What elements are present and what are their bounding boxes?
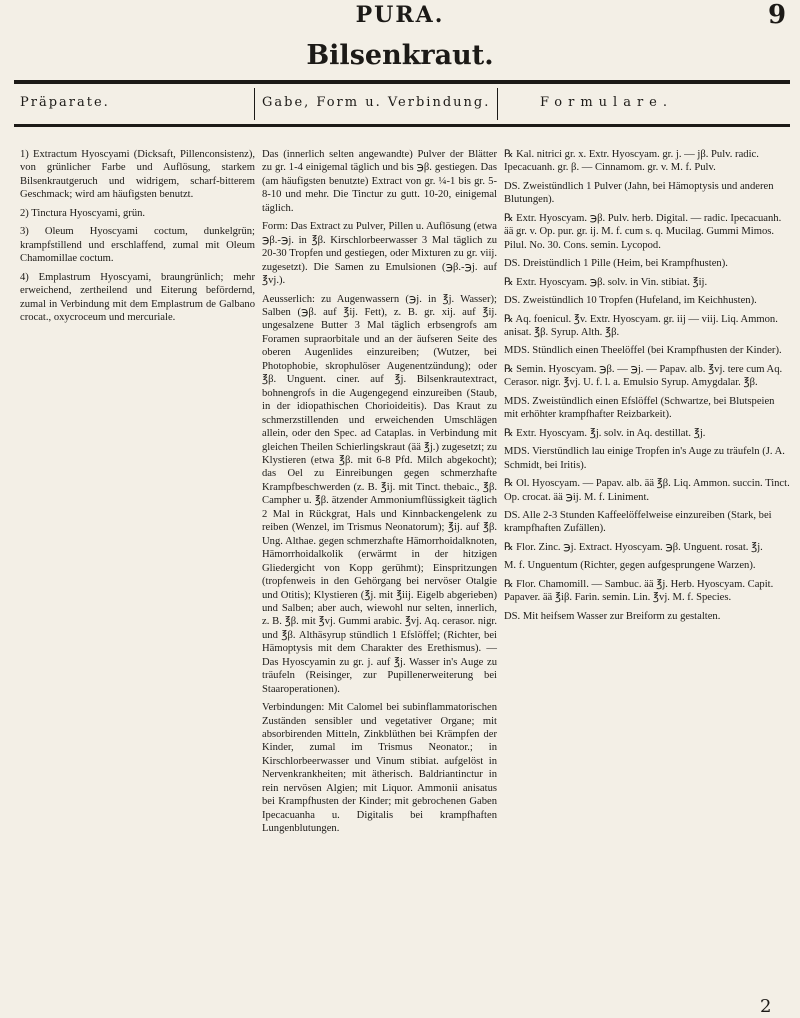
paragraph: M. f. Unguentum (Richter, gegen aufgesprungene Warzen). <box>504 560 756 572</box>
page-title: Bilsenkraut. <box>306 40 494 71</box>
paragraph: DS. Zweistündlich 10 Tropfen (Hufeland, im Keichhusten). <box>504 295 757 307</box>
running-head: PURA. <box>355 2 445 28</box>
column-head-formulare: Formulare. <box>540 95 673 110</box>
paragraph: MDS. Vierstündlich lau einige Tropfen in's Auge zu träufeln (J. A. Schmidt, bei Iritis). <box>504 446 785 471</box>
paragraph: ℞ Extr. Hyoscyam. ℈β. solv. in Vin. stibiat. ℥ij. <box>504 276 708 288</box>
paragraph: ℞ Ol. Hyoscyam. — Papav. alb. ää ℥β. Liq. Ammon. succin. Tinct. Op. crocat. ää ℈ij. M. f. Liniment. <box>504 478 790 503</box>
paragraph: 2) Tinctura Hyoscyami, grün. <box>20 207 146 219</box>
column-divider <box>254 88 255 120</box>
paragraph: ℞ Extr. Hyoscyam. ℈β. Pulv. herb. Digital. — radic. Ipecacuanh. ää gr. v. Op. pur. gr. ij. M. f. cum s. q. Mucilag. Gummi Mimos. Pilul. No. 30. Cons. semin. Lycopod. <box>504 212 782 251</box>
paragraph: Verbindungen: Mit Calomel bei subinflammatorischen Zuständen sensibler und vegetativer Organe; mit absorbirenden Mitteln, Zinkblüthen bei Krämpfen der Kinder, zumal im Trismus Neonator.; in Kirschlorbeerwasser und Vinum stibiat. aufgelöst in Nervenkrankheiten; mit ätherisch. Baldriantinctur in rein nervösen Algien; mit Liquor. Ammonii anisatus bei Krampfhusten der Kinder; mit gebrochenen Gaben Ipecacuanha u. Digitalis bei krampfhaften Lungenblutungen. <box>262 702 497 835</box>
paragraph: ℞ Aq. foenicul. ℥v. Extr. Hyoscyam. gr. iij — viij. Liq. Ammon. anisat. ℥β. Syrup. Alth. ℥β. <box>504 313 778 338</box>
signature-mark: 2 <box>760 996 772 1017</box>
paragraph: Aeusserlich: zu Augenwassern (℈j. in ℥j. Wasser); Salben (℈β. auf ℥ij. Fett), z. B. gr. xij. auf ℥ij. ungesalzene Butter 3 Mal täglich erbsengrofs am Foramen supraorbitale und an der äufseren Seite des oberen Augenlides einzureiben; (Wutzer, bei Photophobie, skrophulöser Augenentzündung); oder ℥β. Unguent. ciner. auf ℥j. Bilsenkrautextract, bohnengrofs in die Augengegend einzureiben (Staub, in der idiopathischen Chorioideitis). Das Kraut zu schmerzstillenden und erweichenden Umschlägen allein, oder den Spec. ad Cataplas. in Verbindung mit gleichen Theilen Schierlingskraut (ää ℥j.) zugesetzt; zu Klystieren (etwa ℥β. mit 6-8 Pfd. Milch abgekocht); das Oel zu Einreibungen gegen schmerzhafte Krampfbeschwerden (z. B. ℥ij. mit Tinct. thebaic., ℥β. Campher u. ℥β. ätzender Ammoniumflüssigkeit täglich 2 Mal in Rückgrat, Hals und Kinnbackengelenk zu reiben (Wenzel, im Trismus Neonatorum); ℥ij. auf ℥β. Ung. Althae. gegen schmerzhafte Hämorrhoidalknoten, Hämorrhoidalkolik (erwärmt in der hitzigen Gliedergicht von Kopp gerühmt); Einspritzungen (tropfenweis in den Gehörgang bei nervöser Otalgie und Otitis); Klystieren (℥j. mit ℥iij. Eigelb abgerieben) und Salben; aber auch, wiewohl nur selten, innerlich, z. B. ℥β. mit ℥vj. Gummi arabic. ℥vj. Aq. cerasor. nigr. und ℥β. Althäsyrup stündlich 1 Efslöffel; (Richter, bei Hämoptysis mit dem Charakter des Erethismus). — Das Hyoscyamin zu gr. j. auf ℥j. Wasser in's Auge zu träufeln (Reisinger, zur Pupillenerweiterung bei Staaroperationen). <box>262 293 497 695</box>
paragraph: MDS. Stündlich einen Theelöffel (bei Krampfhusten der Kinder). <box>504 345 782 357</box>
paragraph: DS. Alle 2-3 Stunden Kaffeelöffelweise einzureiben (Stark, bei krampfhaften Zufällen). <box>504 509 772 535</box>
paragraph: 3) Oleum Hyoscyami coctum, dunkelgrün; krampfstillend und erschlaffend, zumal mit Oleum Chamomillae coctum. <box>20 226 255 265</box>
paragraph: Form: Das Extract zu Pulver, Pillen u. Auflösung (etwa ℈β.-℈j. in ℥β. Kirschlorbeerwasser 3 Mal täglich zu 20-30 Tropfen und gestiegen, oder Mixturen zu gr. viij. zugesetzt). Die Samen zu Emulsionen (℈β.-℈j. auf ℥vj.). <box>262 221 497 287</box>
top-rule <box>14 80 790 84</box>
header-rule <box>14 124 790 127</box>
column-praeparate <box>20 148 255 329</box>
paragraph: DS. Zweistündlich 1 Pulver (Jahn, bei Hämoptysis und anderen Blutungen). <box>504 180 774 206</box>
paragraph: 1) Extractum Hyoscyami (Dicksaft, Pillenconsistenz), von grünlicher Farbe und Auflösung, starkem Bilsenkrautgeruch und widrigem, scharf-bitterem Geschmack; wird am häufigsten benutzt. <box>20 149 255 201</box>
paragraph: ℞ Flor. Zinc. ℈j. Extract. Hyoscyam. ℈β. Unguent. rosat. ℥j. <box>504 541 763 553</box>
column-divider <box>497 88 498 120</box>
paragraph: 4) Emplastrum Hyoscyami, braungrünlich; mehr erweichend, zertheilend und Eiterung befördernd, zumal in Verbindung mit dem Emplastrum de Galbano crocat., oxycroceum und mercuriale. <box>20 271 255 323</box>
paragraph: Das (innerlich selten angewandte) Pulver der Blätter zu gr. 1-4 einigemal täglich und bis ℈β. gestiegen. Das (am häufigsten benutzte) Extract von gr. ¼-1 bis gr. 5-8-10 und mehr. Die Tinctur zu gutt. 10-20, einigemal täglich. <box>262 149 497 214</box>
paragraph: DS. Dreistündlich 1 Pille (Heim, bei Krampfhusten). <box>504 258 728 270</box>
paragraph: ℞ Semin. Hyoscyam. ℈β. — ℈j. — Papav. alb. ℥vj. tere cum Aq. Cerasor. nigr. ℥vj. U. f. l. a. Emulsio Syrup. Amygdalar. ℥β. <box>504 363 783 389</box>
paragraph: ℞ Extr. Hyoscyam. ℥j. solv. in Aq. destillat. ℥j. <box>504 427 706 439</box>
column-head-praeparate: Präparate. <box>20 95 110 110</box>
column-formulare <box>504 148 790 628</box>
page-number: 9 <box>768 0 787 30</box>
column-gabe <box>262 148 497 841</box>
column-head-gabe: Gabe, Form u. Verbindung. <box>262 95 491 110</box>
paragraph: DS. Mit heifsem Wasser zur Breiform zu gestalten. <box>504 610 721 622</box>
paragraph: ℞ Flor. Chamomill. — Sambuc. ää ℥j. Herb. Hyoscyam. Capit. Papaver. ää ℥iβ. Farin. semin. Lin. ℥vj. M. f. Species. <box>504 578 774 604</box>
paragraph: MDS. Zweistündlich einen Efslöffel (Schwartze, bei Blutspeien mit erhöhter krampfhafter Reizbarkeit). <box>504 395 775 421</box>
paragraph: ℞ Kal. nitrici gr. x. Extr. Hyoscyam. gr. j. — jβ. Pulv. radic. Ipecacuanh. gr. β. — Cinnamom. gr. v. M. f. Pulv. <box>504 149 759 174</box>
